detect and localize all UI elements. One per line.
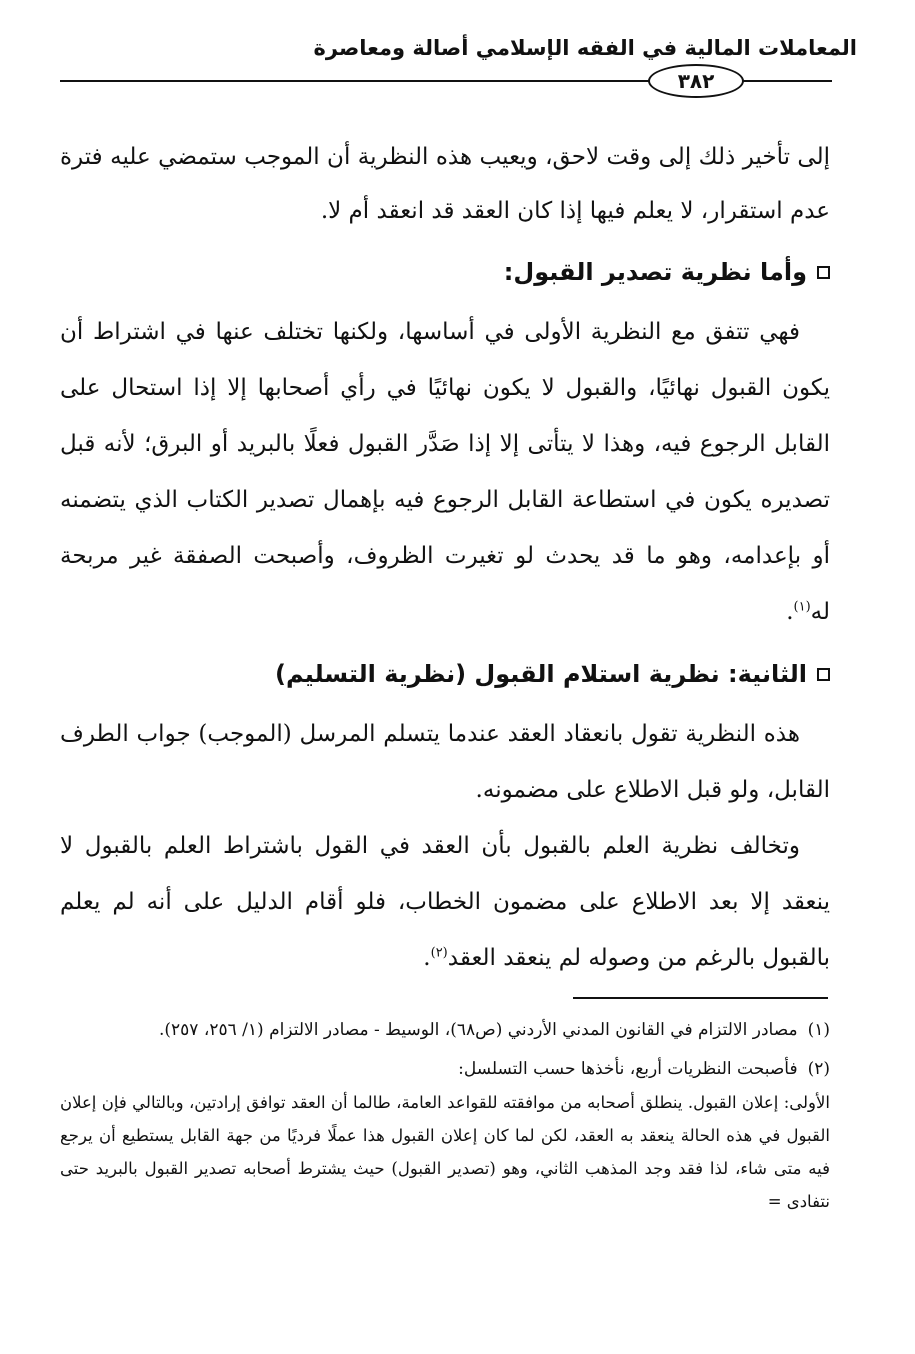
paragraph-4-end: .	[423, 945, 431, 971]
footnotes	[60, 1014, 830, 1218]
paragraph-4	[60, 818, 830, 986]
page-number: ٣٨٢	[648, 64, 744, 98]
footnote-ref-1: (١)	[793, 599, 811, 615]
footnote-separator	[573, 997, 828, 999]
footnote-2-number: (٢)	[807, 1059, 830, 1079]
footnote-1-number: (١)	[807, 1020, 830, 1040]
paragraph-4-text: وتخالف نظرية العلم بالقبول بأن العقد في القول باشتراط العلم بالقبول لا ينعقد إلا بعد الاطلاع على مضمون الخطاب، فلو أقام الدليل على أنه لم يعلم بالقبول بالرغم من وصوله لم ينعقد العقد	[60, 833, 830, 971]
paragraph-2: فهي تتفق مع النظرية الأولى في أساسها، ولكنها تختلف عنها في اشتراط أن يكون القبول نهائيًا، والقبول لا يكون نهائيًا في رأي أصحابها إلا إذا استحال على القابل الرجوع فيه، وهذا لا يتأتى إلا إذا صَدَّر القبول فعلًا بالبريد أو البرق؛ لأنه قبل تصديره يكون في استطاعة القابل الرجوع فيه بإهمال تصدير الكتاب الذي يتضمنه أو بإعدامه، وهو ما قد يحدث لو تغيرت الظروف، وأصبحت الصفقة غير مربحة له$^{(١)}$.	[60, 319, 830, 625]
paragraph-2-text: فهي تتفق مع النظرية الأولى في أساسها، ولكنها تختلف عنها في اشتراط أن يكون القبول نهائيًا، والقبول لا يكون نهائيًا في رأي أصحابها إلا إذا استحال على القابل الرجوع فيه، وهذا لا يتأتى إلا إذا صَدَّر القبول فعلًا بالبريد أو البرق؛ لأنه قبل تصديره يكون في استطاعة القابل الرجوع فيه بإهمال تصدير الكتاب الذي يتضمنه أو بإعدامه، وهو ما قد يحدث لو تغيرت الظروف، وأصبحت الصفقة غير مربحة له	[60, 319, 830, 625]
footnote-2	[60, 1053, 830, 1086]
square-bullet-icon	[817, 668, 830, 681]
section-heading-1	[60, 242, 830, 302]
running-title: المعاملات المالية في الفقه الإسلامي أصالة ومعاصرة	[313, 36, 857, 60]
footnote-1-text: مصادر الالتزام في القانون المدني الأردني (ص٦٨)، الوسيط - مصادر الالتزام (١/ ٢٥٦، ٢٥٧).	[159, 1020, 798, 1040]
footnote-ref-2: (٢)	[430, 945, 448, 961]
paragraph-1: إلى تأخير ذلك إلى وقت لاحق، ويعيب هذه النظرية أن الموجب ستمضي عليه فترة عدم استقرار، لا يعلم فيها إذا كان العقد قد انعقد أم لا.	[60, 144, 830, 224]
footnote-2-text: فأصبحت النظريات أربع، نأخذها حسب التسلسل:	[458, 1059, 798, 1079]
footnote-2-body: الأولى: إعلان القبول. ينطلق أصحابه من موافقته للقواعد العامة، طالما أن العقد توافق إرادتين، وبالتالي فإن إعلان القبول في هذه الحالة ينعقد به العقد، لكن لما كان إعلان القبول هذا عملًا فرديًا من جهة القابل يستطيع أن يرجع فيه متى شاء، لذا فقد وجد المذهب الثاني، وهو (تصدير القبول) حيث يشترط أصحابه تصدير القبول بالبريد حتى نتفادى =	[60, 1093, 830, 1211]
footnote-1	[60, 1014, 830, 1047]
section-heading-2	[60, 644, 830, 704]
section-heading-1-text: وأما نظرية تصدير القبول:	[503, 258, 807, 286]
paragraph-3: هذه النظرية تقول بانعقاد العقد عندما يتسلم المرسل (الموجب) جواب الطرف القابل، ولو قبل الاطلاع على مضمونه.	[60, 721, 830, 803]
section-heading-2-text: الثانية: نظرية استلام القبول (نظرية التسليم)	[275, 660, 807, 688]
square-bullet-icon	[817, 266, 830, 279]
main-text	[60, 130, 830, 986]
